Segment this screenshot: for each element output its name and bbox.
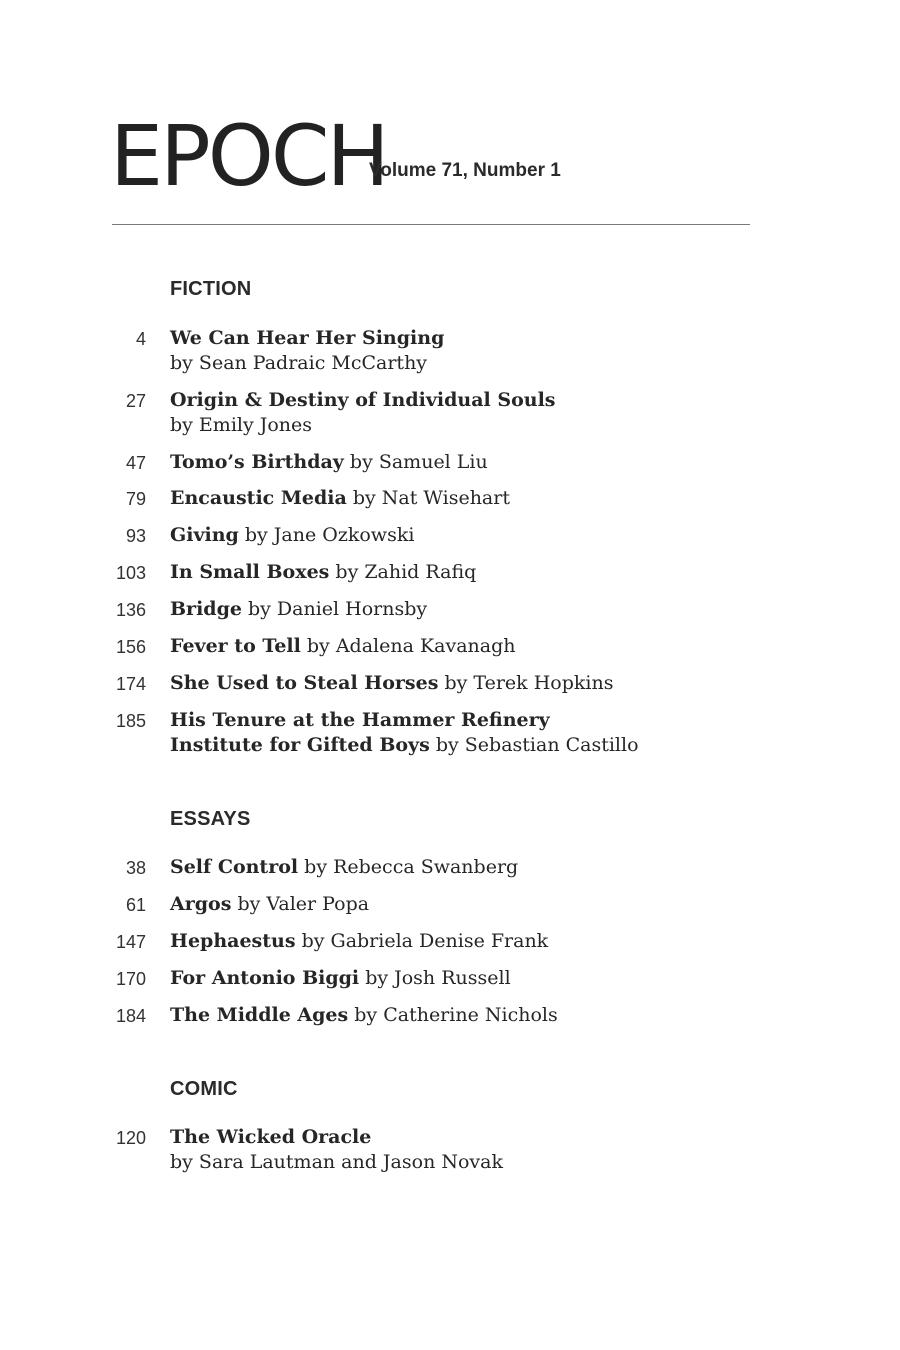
entry-byline: by Gabriela Denise Frank xyxy=(301,930,549,952)
entry-text xyxy=(170,597,770,622)
volume-number: Volume 71, Number 1 xyxy=(369,160,561,181)
entry-byline: by Adalena Kavanagh xyxy=(306,635,516,657)
entry-title: His Tenure at the Hammer Refinery xyxy=(170,709,550,731)
page-number: 27 xyxy=(125,391,146,411)
entry-text xyxy=(170,634,770,659)
entry-title-continued: Institute for Gifted Boys xyxy=(170,734,430,756)
entry-text xyxy=(170,708,770,758)
entry-title: Self Control xyxy=(170,856,299,878)
page-number: 184 xyxy=(115,1006,146,1026)
entry-text xyxy=(170,1125,770,1175)
entry-text xyxy=(170,388,770,438)
entry-byline: by Josh Russell xyxy=(365,967,511,989)
entry-byline: by Rebecca Swanberg xyxy=(304,856,519,878)
page-number: 174 xyxy=(115,674,146,694)
masthead xyxy=(110,100,750,210)
page-number: 147 xyxy=(115,932,146,952)
entry-byline: by Catherine Nichols xyxy=(354,1004,558,1026)
entry-text xyxy=(170,486,770,511)
entry-text xyxy=(170,929,770,954)
entry-text xyxy=(170,892,770,917)
entry-byline: by Emily Jones xyxy=(170,414,313,436)
section-heading-essays: ESSAYS xyxy=(170,808,251,830)
page-number: 47 xyxy=(125,453,146,473)
entry-title: Fever to Tell xyxy=(170,635,301,657)
entry-byline: by Sean Padraic McCarthy xyxy=(170,352,428,374)
page-number: 170 xyxy=(115,969,146,989)
entry-text xyxy=(170,1003,770,1028)
entry-byline: by Daniel Hornsby xyxy=(248,598,428,620)
entry-text xyxy=(170,671,770,696)
page-number: 136 xyxy=(115,600,146,620)
entry-byline: by Terek Hopkins xyxy=(444,672,614,694)
entry-byline: by Sebastian Castillo xyxy=(435,734,639,756)
entry-text xyxy=(170,855,770,880)
entry-text xyxy=(170,450,770,475)
entry-text xyxy=(170,560,770,585)
page-number: 38 xyxy=(125,858,146,878)
entry-title: Bridge xyxy=(170,598,242,620)
entry-byline: by Samuel Liu xyxy=(349,451,488,473)
entry-text xyxy=(170,523,770,548)
entry-byline: by Sara Lautman and Jason Novak xyxy=(170,1151,503,1173)
entry-title: For Antonio Biggi xyxy=(170,967,360,989)
entry-byline: by Zahid Rafiq xyxy=(335,561,477,583)
logo-text: EPOCH xyxy=(110,107,387,205)
entry-title: She Used to Steal Horses xyxy=(170,672,439,694)
entry-byline: by Valer Popa xyxy=(237,893,370,915)
header-divider xyxy=(112,224,750,225)
entry-title: Tomo’s Birthday xyxy=(170,451,344,473)
entry-title: Origin & Destiny of Individual Souls xyxy=(170,389,556,411)
page-number: 156 xyxy=(115,637,146,657)
section-heading-fiction: FICTION xyxy=(170,278,252,300)
page-number: 120 xyxy=(115,1128,146,1148)
page-number: 61 xyxy=(125,895,146,915)
entry-text xyxy=(170,326,770,376)
entry-byline: by Jane Ozkowski xyxy=(244,524,415,546)
page-number: 93 xyxy=(125,526,146,546)
page-number: 79 xyxy=(125,489,146,509)
entry-title: Encaustic Media xyxy=(170,487,347,509)
section-heading-comic: COMIC xyxy=(170,1078,238,1100)
entry-byline: by Nat Wisehart xyxy=(352,487,510,509)
page-number: 4 xyxy=(135,329,146,349)
entry-title: The Wicked Oracle xyxy=(170,1126,372,1148)
entry-text xyxy=(170,966,770,991)
entry-title: In Small Boxes xyxy=(170,561,330,583)
epoch-logo xyxy=(110,107,387,205)
entry-title: Argos xyxy=(170,893,232,915)
entry-title: Hephaestus xyxy=(170,930,296,952)
page-number: 103 xyxy=(115,563,146,583)
page-number: 185 xyxy=(115,711,146,731)
entry-title: The Middle Ages xyxy=(170,1004,349,1026)
entry-title: Giving xyxy=(170,524,239,546)
entry-title: We Can Hear Her Singing xyxy=(170,327,445,349)
